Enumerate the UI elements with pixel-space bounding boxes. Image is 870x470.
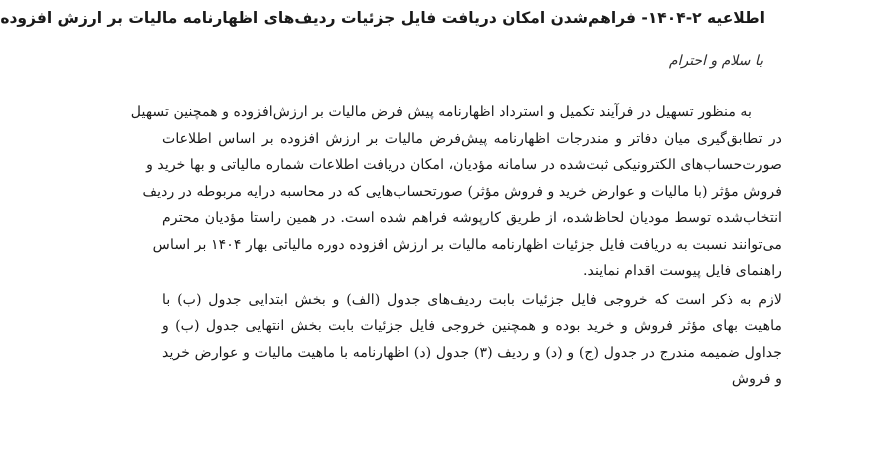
paragraph-2-line: لازم به ذکر است که خروجی فایل جزئیات بابت ردیف‌های جدول (الف) و بخش ابتدایی جدول (ب) با bbox=[162, 291, 782, 308]
paragraph-1-line: صورت‌حساب‌های الکترونیکی ثبت‌شده در سامانه مؤدیان، امکان دریافت اطلاعات شماره مالیاتی و بها خرید و bbox=[146, 157, 782, 173]
paragraph-1-line: در تطابق‌گیری میان دفاتر و مندرجات اظهارنامه پیش‌فرض مالیات بر ارزش افزوده بر اساس اطلاعات bbox=[162, 130, 782, 147]
paragraph-1-line: انتخاب‌شده توسط مودیان لحاظ‌شده، از طریق کارپوشه فراهم شده است. در همین راستا مؤدیان محترم bbox=[162, 210, 782, 226]
paragraph-1-line: راهنمای فایل پیوست اقدام نمایند. bbox=[583, 263, 782, 279]
paragraph-1-line: به منظور تسهیل در فرآیند تکمیل و استرداد اظهارنامه پیش فرض مالیات بر ارزش‌افزوده و همچنین تسهیل bbox=[130, 104, 752, 120]
document-body bbox=[130, 99, 782, 393]
paragraph-2-line: و فروش bbox=[731, 371, 782, 387]
paragraph-1-line: فروش مؤثر (با مالیات و عوارض خرید و فروش مؤثر) صورتحساب‌هایی که در محاسبه درایه مربوطه در ردیف bbox=[142, 183, 782, 200]
paragraph-1-line: می‌توانند نسبت به دریافت فایل جزئیات اظهارنامه مالیات بر ارزش افزوده دوره مالیاتی بهار ۱۴۰۴ بر اساس bbox=[152, 236, 782, 253]
announcement-title: اطلاعیه ۲-۱۴۰۴- فراهم‌شدن امکان دریافت فایل جزئیات ردیف‌های اظهارنامه مالیات بر ارزش افزوده bbox=[0, 9, 765, 27]
greeting: با سلام و احترام bbox=[668, 53, 763, 69]
paragraph-2-line: جداول ضمیمه مندرج در جدول (ج) و (د) و ردیف (۳) جدول (د) اظهارنامه با ماهیت مالیات و عوارض خرید bbox=[162, 344, 782, 361]
paragraph-2-line: ماهیت بهای مؤثر فروش و خرید بوده و همچنین خروجی فایل جزئیات بابت بخش انتهایی جدول (ب) و bbox=[162, 318, 782, 334]
